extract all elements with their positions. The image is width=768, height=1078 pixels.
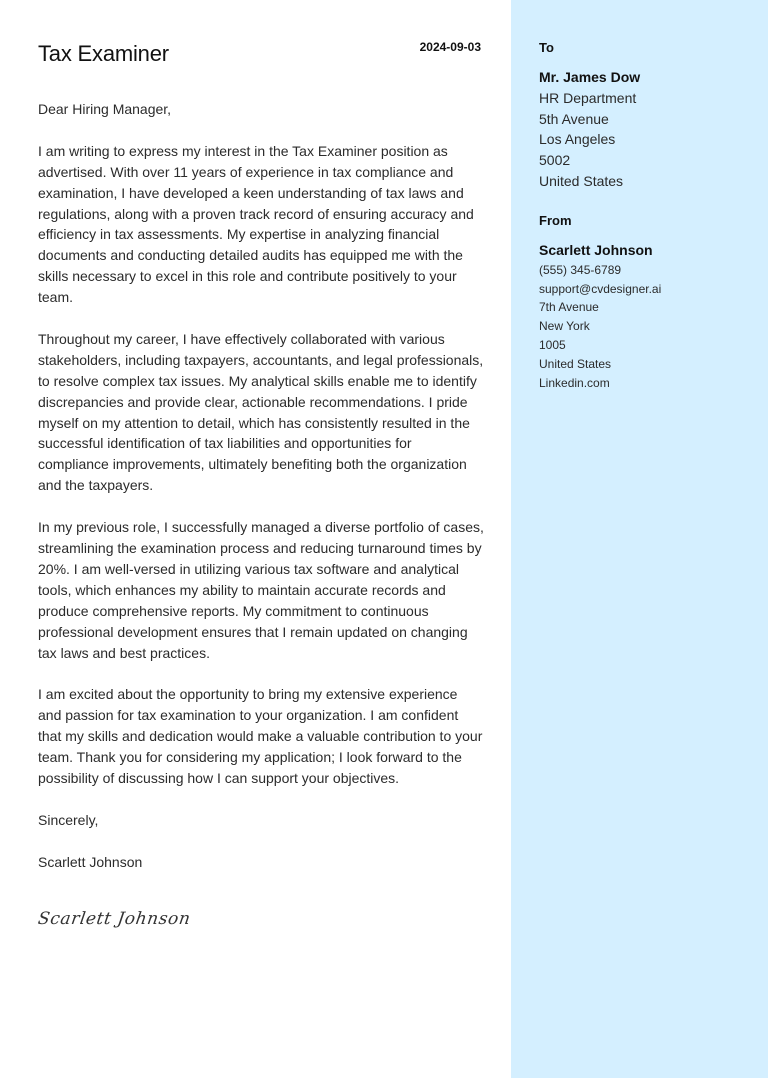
paragraph-1: I am writing to express my interest in the Tax Examiner position as advertised. With over 11 years of experience in tax compliance and examination, I have developed a keen understanding of tax laws and regulations, along with a proven track record of ensuring accuracy and efficiency in tax assessments. My expertise in analyzing financial documents and conducting detailed audits has equipped me with the skills necessary to excel in this role and contribute positively to your team. xyxy=(38,142,474,306)
sender-zip: 1005 xyxy=(539,337,566,352)
sender-street: 7th Avenue xyxy=(539,300,599,315)
sender-linkedin[interactable]: Linkedin.com xyxy=(539,375,610,390)
paragraph-4: I am excited about the opportunity to bring my extensive experience and passion for tax examination to your organization. I am confident that my skills and dedication would make a valuable contribution to your team. Thank you for considering my application; I look forward to the possibility of discussing how I can support your objectives. xyxy=(38,686,483,786)
recipient-line: Los Angeles xyxy=(539,131,616,148)
recipient-line: HR Department xyxy=(539,89,637,106)
from-label: From xyxy=(539,213,572,228)
recipient-name: Mr. James Dow xyxy=(539,69,641,85)
letter-body xyxy=(38,99,484,930)
sender-city: New York xyxy=(539,319,590,334)
paragraph-2: Throughout my career, I have effectively collaborated with various stakeholders, including taxpayers, accountants, and legal professionals, to resolve complex tax issues. My analytical skills enable me to identify discrepancies and provide clear, actionable recommendations. I pride myself on my attention to detail, which has consistently resulted in the successful identification of tax liabilities and opportunities for compliance improvements, ultimately benefiting both the organization and the taxpayers. xyxy=(38,330,484,494)
sender-name: Scarlett Johnson xyxy=(38,853,143,870)
recipient-line: United States xyxy=(539,172,624,189)
closing: Sincerely, xyxy=(38,811,99,828)
paragraph-3: In my previous role, I successfully managed a diverse portfolio of cases, streamlining the examination process and reducing turnaround times by 20%. I am well-versed in utilizing various tax software and analytical tools, which enhances my ability to maintain accurate records and produce comprehensive reports. My commitment to continuous professional development ensures that I remain updated on changing tax laws and best practices. xyxy=(38,519,484,661)
letter-date: 2024-09-03 xyxy=(419,40,481,54)
greeting: Dear Hiring Manager, xyxy=(38,101,172,117)
signature: Scarlett Johnson xyxy=(36,909,192,930)
recipient-line: 5002 xyxy=(539,152,571,169)
recipient-block xyxy=(539,67,759,192)
to-label: To xyxy=(539,40,554,55)
sidebar xyxy=(511,0,768,1078)
sender-name-heading: Scarlett Johnson xyxy=(539,242,653,258)
letter-title: Tax Examiner xyxy=(38,41,169,66)
sender-block xyxy=(539,240,759,392)
sender-country: United States xyxy=(539,356,612,371)
recipient-line: 5th Avenue xyxy=(539,110,609,127)
sender-email[interactable]: support@cvdesigner.ai xyxy=(539,281,662,296)
sender-phone: (555) 345-6789 xyxy=(539,262,622,277)
